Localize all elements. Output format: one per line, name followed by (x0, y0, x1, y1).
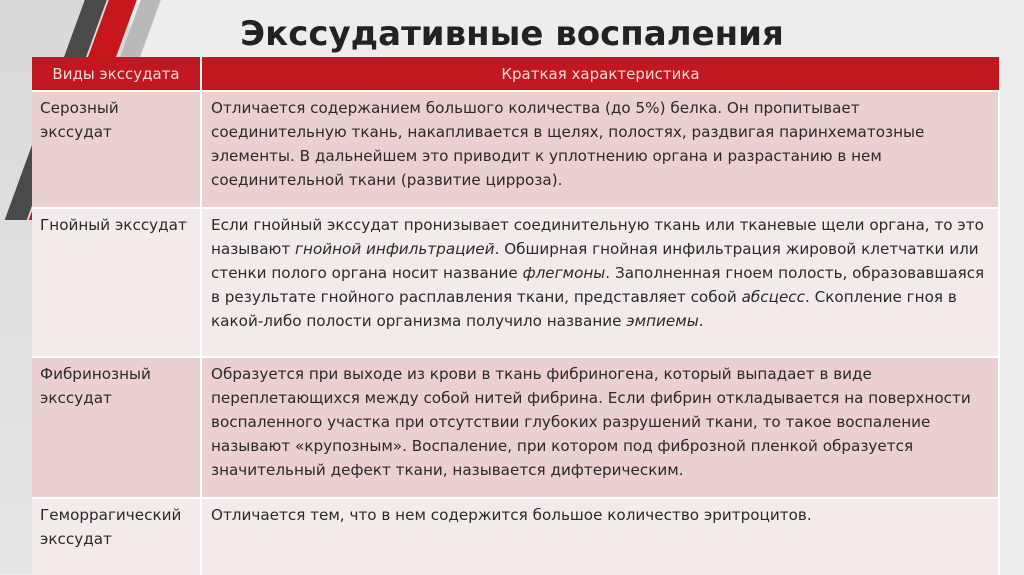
exudate-type-cell: Фибринозный экссудат (32, 357, 201, 498)
table-header-row (32, 57, 999, 91)
term-emphasis: флегмоны (522, 264, 606, 282)
header-exudate-types: Виды экссудата (32, 57, 201, 91)
exudate-table (32, 57, 1000, 575)
table-row (32, 498, 999, 575)
description-cell: Отличается тем, что в нем содержится большое количество эритроцитов. (201, 498, 999, 575)
description-cell: Отличается содержанием большого количества (до 5%) белка. Он пропитывает соединительную ткань, накапливается в щелях, полостях, раздвигая паринхематозные элементы. В дальнейшем это приводит к уплотнению органа и разрастанию в нем соединительной ткани (развитие цирроза). (201, 91, 999, 208)
table-row (32, 91, 999, 208)
term-emphasis: эмпиемы (626, 312, 699, 330)
exudate-type-cell: Гнойный экссудат (32, 208, 201, 357)
text-fragment: . Обширная гнойная инфильтрация жировой клетчатки или стенки полого органа носит название (211, 240, 979, 282)
description-cell (201, 208, 999, 357)
table-row (32, 208, 999, 357)
text-fragment: . (698, 312, 704, 330)
description-cell: Образуется при выходе из крови в ткань фибриногена, который выпадает в виде переплетающихся между собой нитей фибрина. Если фибрин откладывается на поверхности воспаленного участка при отсутствии глубоких разрушений ткани, то такое воспаление называют «крупозным». Воспаление, при котором под фиброзной пленкой образуется значительный дефект ткани, называется дифтерическим. (201, 357, 999, 498)
term-emphasis: абсцесс (741, 288, 805, 306)
term-emphasis: гнойной инфильтрацией (295, 240, 495, 258)
header-description: Краткая характеристика (201, 57, 999, 91)
exudate-type-cell: Серозный экссудат (32, 91, 201, 208)
table-row (32, 357, 999, 498)
exudate-type-cell: Геморрагический экссудат (32, 498, 201, 575)
text-fragment: . Заполненная гноем полость, образовавшаяся в результате гнойного расплавления ткани, представляет собой (211, 264, 985, 306)
slide-title: Экссудативные воспаления (240, 14, 784, 54)
text-fragment: . Скопление гноя в какой-либо полости организма получило название (211, 288, 957, 330)
text-fragment: Если гнойный экссудат пронизывает соединительную ткань или тканевые щели органа, то это называют (211, 216, 984, 258)
